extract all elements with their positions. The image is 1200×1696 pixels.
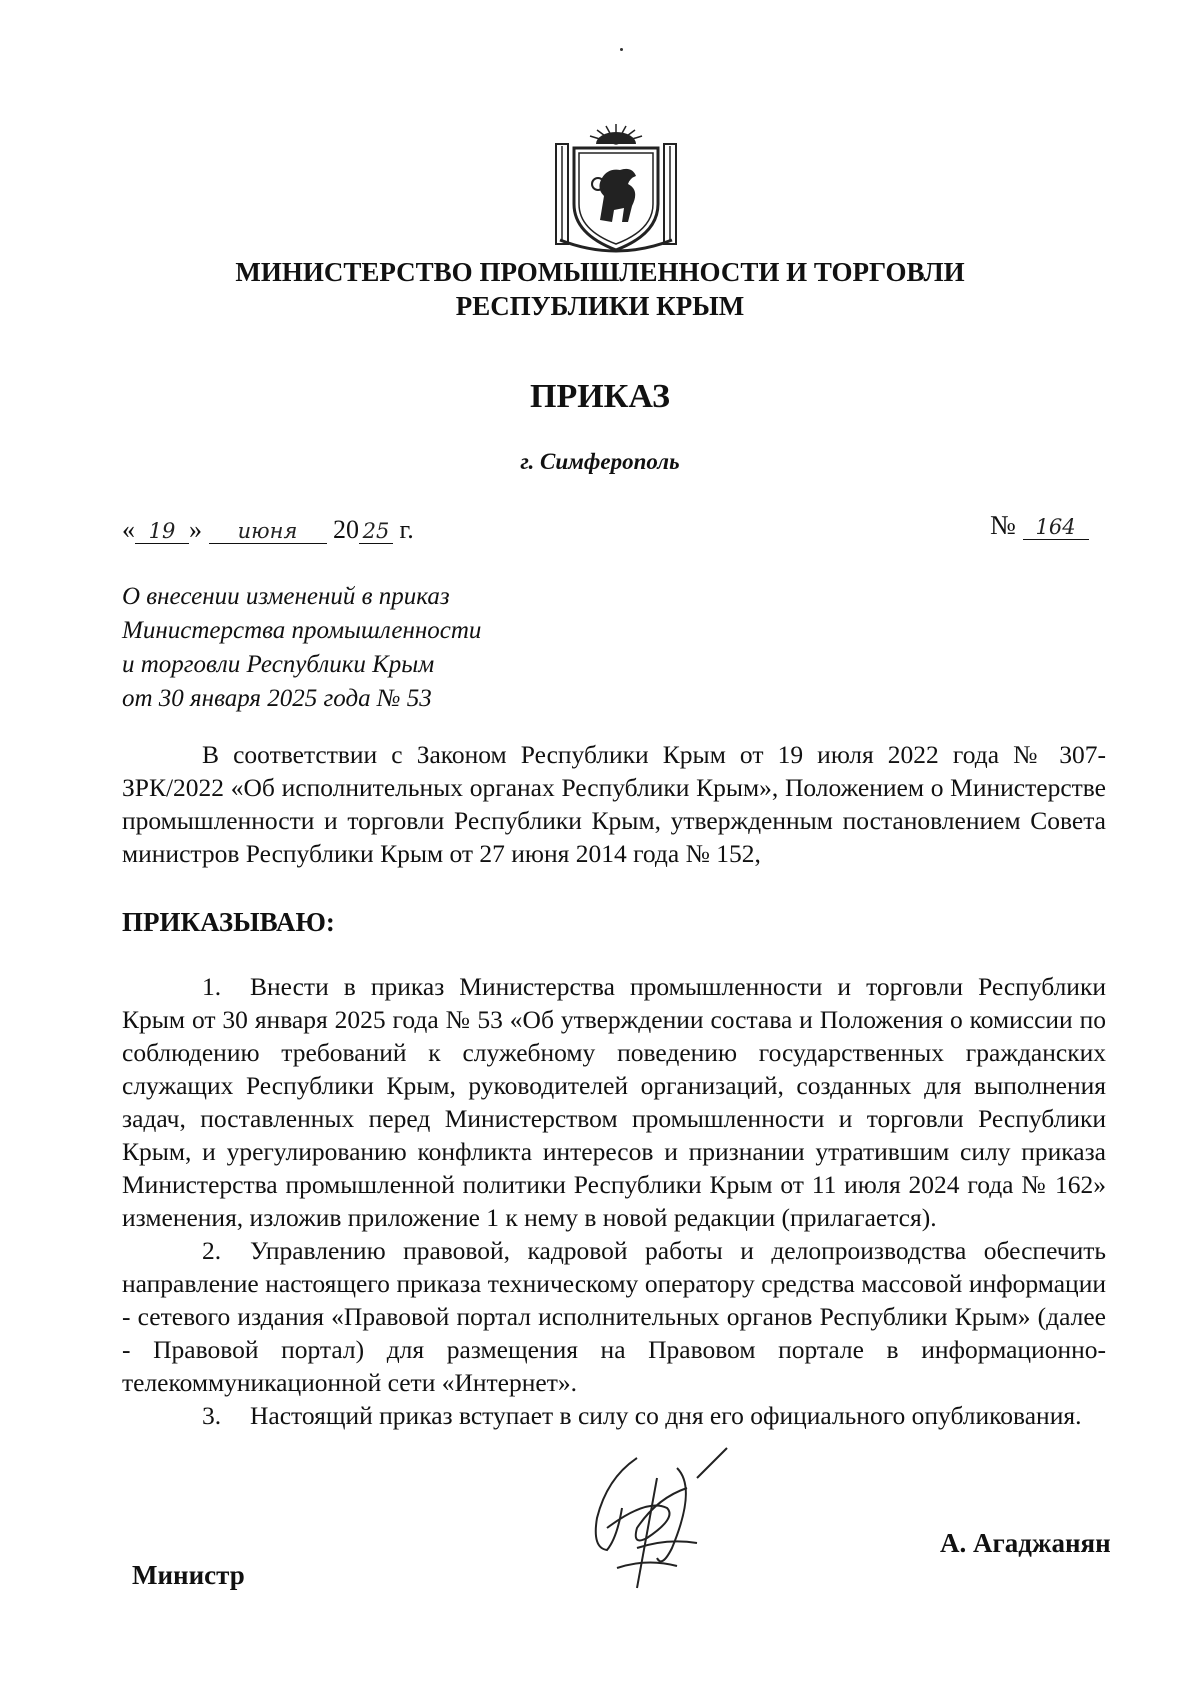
ministry-name-line1: МИНИСТЕРСТВО ПРОМЫШЛЕННОСТИ И ТОРГОВЛИ xyxy=(235,257,965,287)
item-number: 1. xyxy=(202,972,222,1001)
document-date xyxy=(122,515,414,545)
subject-line: О внесении изменений в приказ xyxy=(122,583,450,610)
document-number xyxy=(990,510,1089,541)
date-day-handwritten: 19 xyxy=(135,519,189,544)
date-month-handwritten: июня xyxy=(209,519,327,544)
subject-line: Министерства промышленности xyxy=(122,617,482,644)
document-city: г. Симферополь xyxy=(520,449,680,474)
date-year-handwritten: 25 xyxy=(359,519,393,544)
preamble xyxy=(122,738,1106,870)
number-value-handwritten: 164 xyxy=(1023,515,1089,540)
date-year-mark: г. xyxy=(399,515,414,544)
date-close-quote: » xyxy=(189,515,202,544)
subject-line: и торговли Республики Крым xyxy=(122,651,435,678)
signatory-position: Министр xyxy=(132,1560,245,1590)
number-label: № xyxy=(990,510,1016,540)
preamble-text: В соответствии с Законом Республики Крым от 19 июля 2022 года № 307-ЗРК/2022 «Об исполнительных органах Республики Крым», Положением о Министерстве промышленности и торговли Республики Крым, утвержденным постановлением Совета министров Республики Крым от 27 июня 2014 года № 152, xyxy=(122,740,1106,868)
document-subject xyxy=(122,580,642,716)
item-text: Внести в приказ Министерства промышленности и торговли Республики Крым от 30 января 2025 года № 53 «Об утверждении состава и Положения о комиссии по соблюдению требований к служебному поведению государственных гражданских служащих Республики Крым, руководителей организаций, созданных для выполнения задач, поставленных перед Министерством промышленности и торговли Республики Крым, и урегулированию конфликта интересов и признании утратившим силу приказа Министерства промышленной политики Республики Крым от 11 июля 2024 года № 162» изменения, изложив приложение 1 к нему в новой редакции (прилагается). xyxy=(122,972,1106,1232)
date-year-prefix: 20 xyxy=(333,515,359,544)
scan-speck xyxy=(620,48,623,51)
order-item xyxy=(122,1234,1106,1399)
subject-line: от 30 января 2025 года № 53 xyxy=(122,685,432,712)
crimea-coat-of-arms-icon xyxy=(552,122,680,257)
order-items xyxy=(122,970,1106,1432)
ministry-name-line2: РЕСПУБЛИКИ КРЫМ xyxy=(455,291,745,321)
document-type: ПРИКАЗ xyxy=(530,378,670,415)
order-item xyxy=(122,1399,1106,1432)
item-text: Управлению правовой, кадровой работы и делопроизводства обеспечить направление настоящего приказа техническому оператору средства массовой информации - сетевого издания «Правовой портал исполнительных органов Республики Крым» (далее - Правовой портал) для размещения на Правовом портале в информационно-телекоммуникационной сети «Интернет». xyxy=(122,1236,1106,1397)
signatory-name: А. Агаджанян xyxy=(940,1528,1111,1558)
handwritten-signature xyxy=(577,1438,767,1648)
order-heading: ПРИКАЗЫВАЮ: xyxy=(122,907,335,937)
order-item xyxy=(122,970,1106,1234)
item-number: 2. xyxy=(202,1236,222,1265)
item-number: 3. xyxy=(202,1401,222,1430)
item-text: Настоящий приказ вступает в силу со дня его официального опубликования. xyxy=(250,1401,1082,1430)
date-open-quote: « xyxy=(122,515,135,544)
